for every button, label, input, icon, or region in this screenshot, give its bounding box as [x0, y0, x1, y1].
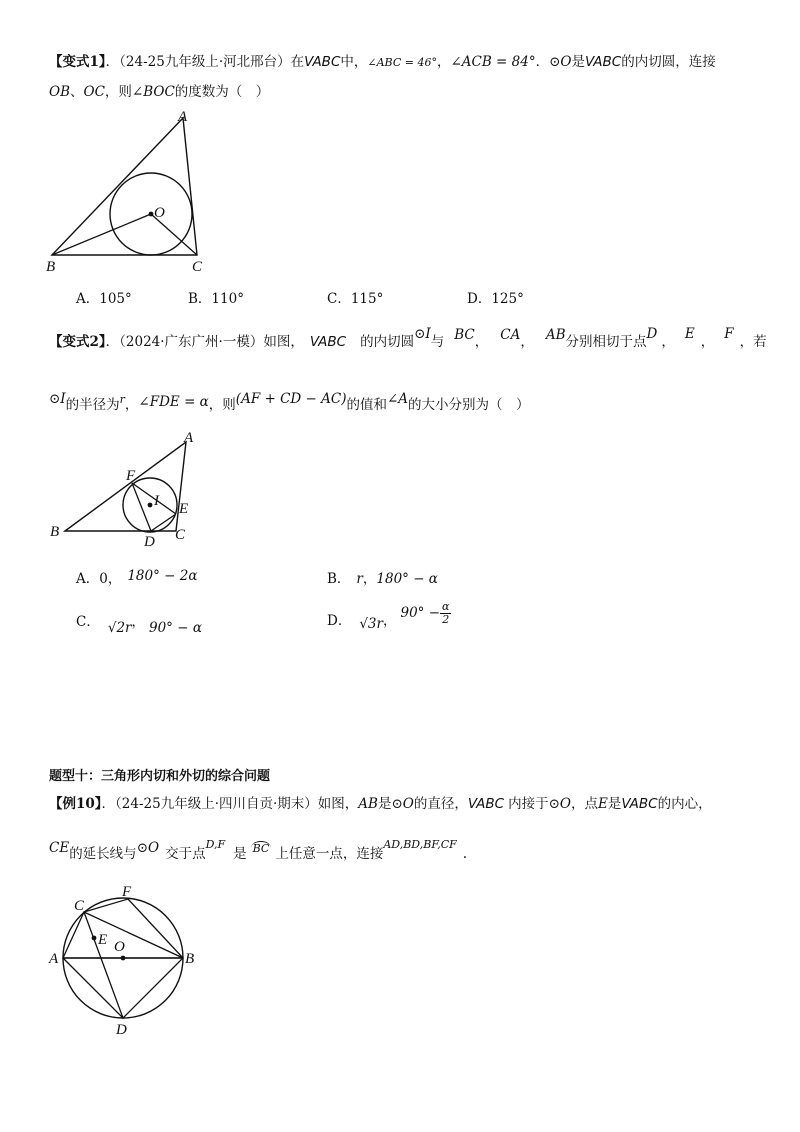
example10-ce: CE [49, 840, 70, 856]
variant2-point-e: E [684, 326, 695, 342]
example10-is-3: 是 [233, 846, 247, 862]
example10-line2 [49, 838, 468, 862]
example10-diameter-text: 的直径， [413, 796, 468, 812]
variant1-incircle-text: 的内切圆，连接 [621, 54, 716, 70]
variant2-circle-i: ⊙I [414, 326, 431, 342]
variant2-option-b [327, 567, 438, 587]
variant1-circle-o: ⊙O [549, 54, 572, 70]
example10-tag: 【例10】 [49, 796, 102, 812]
opt-value-2: 180° − α [376, 571, 438, 587]
variant1-dot: ． [535, 54, 550, 70]
variant2-then: ，则 [208, 397, 236, 413]
variant1-option-b [188, 287, 244, 307]
variant2-line2 [49, 393, 530, 413]
v1-label-a: A [178, 109, 188, 125]
variant1-angle-boc: ∠BOC [131, 84, 175, 100]
variant2-point-d: D [646, 326, 658, 342]
variant2-option-d [327, 600, 451, 632]
variant2-option-a [76, 567, 197, 587]
variant2-seg-bc: BC [454, 327, 475, 343]
variant1-triangle-2: VABC [584, 54, 622, 70]
opt-value-1: √3r [359, 616, 383, 632]
opt-sep: ， [362, 571, 377, 587]
v1-label-c: C [192, 259, 203, 275]
example10-is-2: 是 [607, 796, 622, 812]
opt-key: D． [327, 613, 352, 629]
variant1-sep: 、 [70, 84, 84, 100]
example10-triangle-2: VABC [621, 796, 658, 812]
opt-value-2: 180° − 2α [127, 568, 198, 584]
variant1-triangle: VABC [304, 54, 341, 70]
variant2-question: 的大小分别为（ ） [408, 397, 530, 413]
variant2-comma: ， [700, 334, 715, 350]
example10-df: D,F [205, 838, 226, 851]
opt-key: C． [76, 614, 100, 630]
opt-key: D． [467, 291, 492, 307]
opt-value: 105° [99, 291, 132, 307]
example10-source: ．（24-25九年级上·四川自贡·期末）如图， [101, 796, 359, 812]
variant1-seg-oc: OC [83, 84, 105, 100]
example10-circle-o-3: ⊙O [136, 840, 160, 856]
opt-value: 115° [350, 291, 384, 307]
example10-is: 是 [377, 796, 392, 812]
variant2-line1 [49, 326, 767, 350]
variant2-tag: 【变式2】 [49, 334, 106, 350]
variant1-comma: ， [436, 54, 451, 70]
opt-sep: ， [382, 613, 397, 629]
variant2-radius-text: 的半径为 [65, 397, 120, 413]
v2-label-f: F [126, 468, 136, 484]
variant2-comma: ， [474, 334, 489, 350]
variant1-tag: 【变式1】 [49, 54, 106, 70]
variant1-mid: 中， [340, 54, 368, 70]
variant2-option-c [76, 610, 202, 636]
ex10-label-a: A [49, 951, 59, 967]
opt-sep: ， [131, 614, 145, 630]
v1-label-o: O [154, 205, 165, 221]
ex10-label-c: C [74, 898, 85, 914]
variant1-option-a [76, 287, 132, 307]
ex10-label-f: F [122, 884, 132, 900]
example10-line1 [49, 792, 712, 812]
variant2-circle-i-2: ⊙I [49, 391, 66, 407]
fraction-denominator: 2 [442, 613, 450, 626]
variant1-line2 [49, 80, 269, 100]
variant2-angle-a: ∠A [386, 391, 409, 407]
opt-value-2: 90° − [400, 605, 441, 621]
example10-inscribed-text: 内接于 [508, 796, 549, 812]
opt-key: A． [76, 291, 100, 307]
opt-key: A． [76, 571, 100, 587]
example10-circle-o: ⊙O [391, 796, 414, 812]
v2-label-a: A [184, 430, 194, 446]
variant1-then: ，则 [104, 84, 132, 100]
opt-key: C． [327, 291, 351, 307]
variant2-expression: (AF + CD − AC) [235, 391, 347, 407]
example10-end: . [462, 846, 468, 862]
variant2-tangent-text: 分别相切于点 [565, 334, 647, 350]
example10-circle-o-2: ⊙O [548, 796, 571, 812]
example10-meet-text: 交于点 [165, 846, 206, 862]
opt-value-2: 90° − α [149, 620, 202, 636]
variant1-seg-ob: OB [49, 84, 70, 100]
variant2-incircle-text: 的内切圆 [360, 334, 415, 350]
opt-value: 125° [491, 291, 524, 307]
opt-value-1: √2r [107, 620, 132, 636]
variant2-with: 与 [430, 334, 445, 350]
ex10-label-b: B [185, 951, 195, 967]
example10-point-text: ，点 [571, 796, 598, 812]
example10-segments: AD,BD,BF,CF [383, 838, 457, 851]
v1-label-b: B [46, 259, 56, 275]
variant1-angle-abc: ∠ABC = 46° [367, 56, 437, 69]
ex10-label-e: E [98, 932, 108, 948]
variant2-triangle: VABC [309, 334, 347, 350]
v2-label-e: E [179, 501, 189, 517]
example10-figure [42, 880, 212, 1040]
example10-ab: AB [358, 796, 378, 812]
v2-label-i: I [154, 493, 159, 509]
variant1-question: 的度数为（ ） [174, 84, 270, 100]
example10-e: E [598, 796, 608, 812]
opt-key: B． [327, 571, 351, 587]
variant2-comma: ， [520, 334, 534, 350]
variant1-is: 是 [571, 54, 585, 70]
opt-value-1: 0， [99, 571, 122, 587]
example10-incenter-text: 的内心， [657, 796, 712, 812]
fraction-numerator: α [442, 600, 450, 613]
example10-extension-text: 的延长线与 [69, 846, 137, 862]
example10-arc-bc: BC [252, 842, 270, 855]
variant1-line1 [49, 50, 716, 70]
variant2-point-f: F [724, 326, 734, 342]
variant1-option-c [327, 287, 383, 307]
variant1-option-d [467, 287, 524, 307]
opt-value: 110° [211, 291, 244, 307]
variant1-angle-acb: ∠ACB = 84° [450, 54, 536, 70]
section-heading: 题型十：三角形内切和外切的综合问题 [49, 769, 271, 784]
v2-label-c: C [175, 527, 186, 543]
variant2-figure [44, 425, 204, 550]
variant2-value-and: 的值和 [346, 397, 387, 413]
variant2-source: ．（2024·广东广州·一模）如图， [105, 334, 304, 350]
example10-any-text: 上任意一点，连接 [275, 846, 384, 862]
variant1-figure [40, 105, 220, 277]
variant2-angle-fde: ∠FDE = α [138, 394, 209, 410]
variant2-seg-ca: CA [500, 327, 521, 343]
variant2-comma: ， [661, 334, 675, 350]
variant2-if: ，若 [739, 334, 767, 350]
v2-label-b: B [50, 524, 60, 540]
variant2-comma: ， [124, 397, 139, 413]
opt-key: B． [188, 291, 212, 307]
opt-value-1: r [356, 571, 363, 587]
v2-label-d: D [144, 534, 155, 550]
variant2-r: r [119, 393, 125, 406]
variant2-seg-ab: AB [545, 327, 566, 343]
example10-triangle: VABC [467, 796, 505, 812]
ex10-label-d: D [116, 1022, 127, 1038]
ex10-label-o: O [114, 939, 125, 955]
alpha-over-two-fraction [440, 601, 451, 626]
variant1-source: ．（24-25九年级上·河北邢台）在 [105, 54, 305, 70]
